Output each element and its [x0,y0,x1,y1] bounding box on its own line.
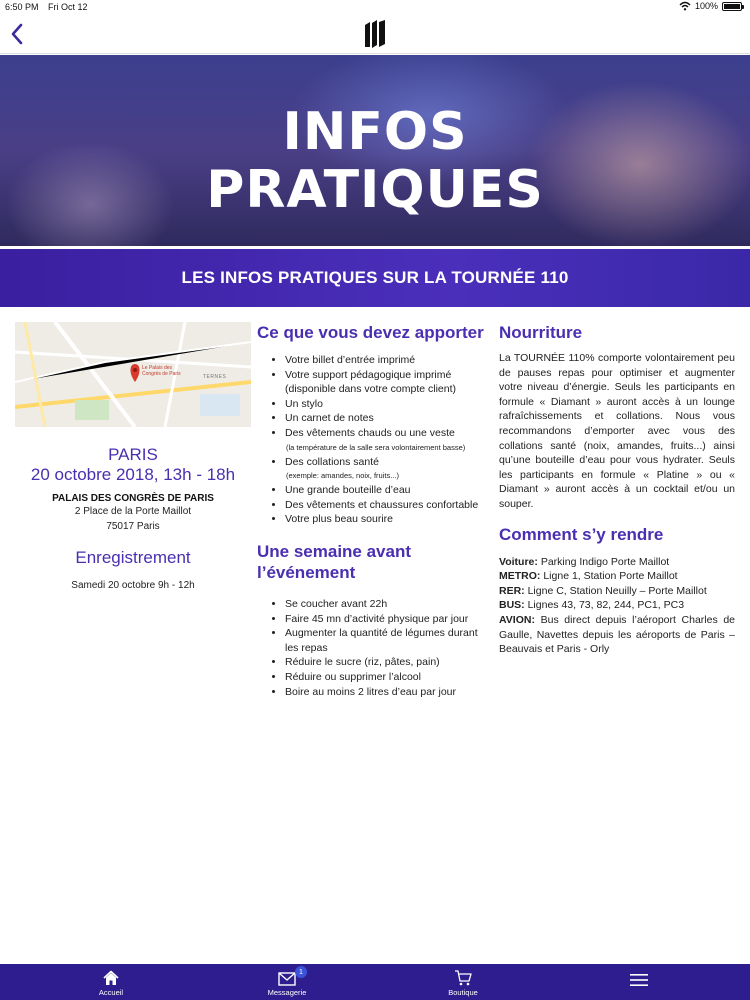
transport-rer-value: Ligne C, Station Neuilly – Porte Maillot [527,584,707,597]
chevron-left-icon [10,23,24,45]
map-district-label: TERNES [203,374,227,380]
transport-bus-label: BUS: [499,599,525,612]
preparation-column [257,322,493,699]
registration-date: Samedi 20 octobre 9h - 12h [71,580,195,591]
list-item: • Réduire le sucre (riz, pâtes, pain) [285,655,493,670]
list-item: • Votre support pédagogique imprimé (disponible dans votre compte client) [285,368,493,397]
hero-banner [0,55,750,246]
registration-title: Enregistrement [75,548,191,567]
transport-bus-value: Lignes 43, 73, 82, 244, PC1, PC3 [527,599,685,612]
list-item: • Boire au moins 2 litres d’eau par jour [285,685,493,700]
tab-menu[interactable] [564,964,714,1000]
transport-rer [499,584,735,599]
wifi-icon [679,1,691,11]
list-item: • Augmenter la quantité de légumes durant les repas [285,626,493,655]
home-icon [103,970,119,986]
transport-metro [499,569,735,584]
bring-list [257,353,493,527]
status-date: Fri Oct 12 [48,2,88,12]
list-item: • Des vêtements et chaussures confortable [285,498,493,513]
transport-plane-label: AVION: [499,613,535,626]
transport-rer-label: RER: [499,584,525,597]
event-address-line2: 75017 Paris [106,521,160,532]
brand-logo-icon [363,19,387,49]
tab-messagerie[interactable] [212,964,362,1000]
info-column [499,322,735,657]
tab-accueil-label: Accueil [98,988,124,997]
cart-icon [454,970,472,986]
hero-title-line2: PRATIQUES [206,160,544,220]
hero-title [0,103,750,219]
tab-messagerie-label: Messagerie [267,988,307,997]
hamburger-menu-icon [630,974,648,986]
transport-metro-value: Ligne 1, Station Porte Maillot [543,570,678,583]
event-venue: PALAIS DES CONGRÈS DE PARIS [52,493,214,504]
tab-accueil[interactable] [36,964,186,1000]
food-text: La TOURNÉE 110% comporte volontairement peu de pauses repas pour optimiser et augmenter votre niveau d’énergie. Seuls les participants en formule « Diamant » auront accès à un lounge rafraîchissements et collations. Nous vous recommandons d’emporter avec vous des collations santé (noix, amandes, fruits...) ainsi qu’une bouteille d’eau pour vous hydrater. Seuls les participants en formule « Platine » ou « Diamant » auront accès à un cocktail et/ou un souper. [499,352,735,510]
bring-title: Ce que vous devez apporter [257,323,484,342]
section-band [0,249,750,307]
week-before-list [257,597,493,699]
getting-there-title: Comment s’y rendre [499,524,664,544]
event-column [15,322,251,591]
transport-car [499,555,735,570]
list-item: • Un stylo [285,397,493,412]
list-item: • Une grande bouteille d’eau [285,483,493,498]
status-bar [0,0,750,14]
transport-car-label: Voiture: [499,555,538,568]
battery-icon [722,2,742,11]
nav-bar [0,14,750,54]
transport-plane-value: Bus direct depuis l’aéroport Charles de Gaulle, Navettes depuis les aéroports de Paris – Beauvais et Paris - Orly [499,613,736,656]
list-item-note: (la température de la salle sera volontairement basse) [286,442,466,452]
hero-title-line1: INFOS [282,102,468,162]
food-title: Nourriture [499,323,583,342]
transport-info [499,555,735,657]
event-date: 20 octobre 2018, 13h - 18h [30,465,236,484]
transport-car-value: Parking Indigo Porte Maillot [540,555,670,568]
status-indicators [679,1,742,11]
list-item: • Des collations santé [285,455,493,470]
transport-plane [499,613,735,657]
list-item: • Réduire ou supprimer l’alcool [285,670,493,685]
event-city: PARIS [108,445,158,464]
status-time: 6:50 PM [5,2,39,12]
list-item: • Votre plus beau sourire [285,512,493,527]
list-item: • Se coucher avant 22h [285,597,493,612]
list-item: • Un carnet de notes [285,411,493,426]
tab-boutique-label: Boutique [448,988,478,997]
list-item: • Votre billet d’entrée imprimé [285,353,493,368]
messages-badge: 1 [295,966,307,978]
week-before-title: Une semaine avant l’événement [257,541,412,582]
transport-metro-label: METRO: [499,570,541,583]
mail-icon [278,972,296,986]
list-item: • Faire 45 mn d’activité physique par jour [285,612,493,627]
event-address-line1: 2 Place de la Porte Maillot [74,506,192,517]
tab-boutique[interactable] [388,964,538,1000]
tab-bar [0,964,750,1000]
map-poi-label: Le Palais des Congrès de Paris [142,365,181,377]
back-button[interactable] [4,20,30,48]
list-item-note: (exemple: amandes, noix, fruits...) [286,471,399,481]
transport-bus [499,598,735,613]
battery-percent: 100% [694,1,718,11]
band-title: LES INFOS PRATIQUES SUR LA TOURNÉE 110 [181,268,569,287]
location-map[interactable] [15,322,251,427]
list-item: • Des vêtements chauds ou une veste [285,426,493,441]
